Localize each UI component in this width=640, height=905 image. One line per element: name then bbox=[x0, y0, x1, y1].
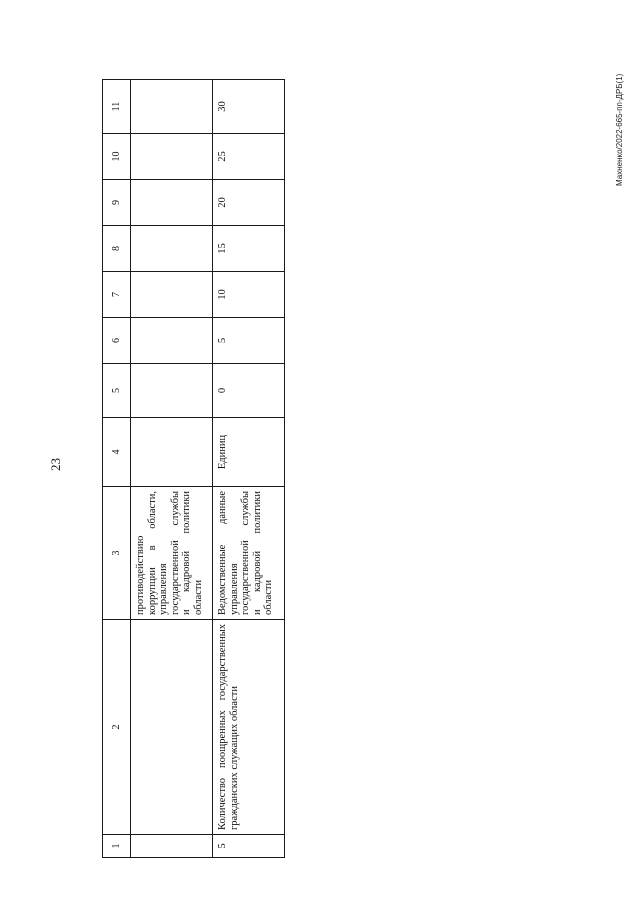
cell-text-line: коррупции в области, bbox=[146, 491, 158, 615]
value-cell: 20 bbox=[213, 180, 285, 226]
table-cell bbox=[131, 835, 213, 858]
column-number-header: 1 bbox=[103, 835, 131, 858]
cell-text-line: и кадровой политики bbox=[181, 491, 192, 615]
column-number-header: 6 bbox=[103, 318, 131, 364]
table-cell bbox=[131, 134, 213, 180]
table-row bbox=[131, 80, 213, 858]
value-cell: 10 bbox=[213, 272, 285, 318]
column-number-header: 3 bbox=[103, 487, 131, 620]
unit-cell: Единиц bbox=[213, 418, 285, 487]
indicators-table bbox=[102, 79, 285, 858]
indicator-cell bbox=[213, 620, 285, 835]
value-cell: 15 bbox=[213, 226, 285, 272]
column-number-header: 2 bbox=[103, 620, 131, 835]
cell-text-line: Количество поощренных государственных bbox=[217, 624, 228, 830]
table-cell bbox=[131, 272, 213, 318]
table-cell bbox=[131, 364, 213, 418]
column-number-header: 5 bbox=[103, 364, 131, 418]
row-number-cell: 5 bbox=[213, 835, 285, 858]
source-cell bbox=[131, 487, 213, 620]
cell-text-line: государственной службы bbox=[169, 491, 181, 615]
cell-text-line: противодействию bbox=[135, 535, 146, 615]
table-cell bbox=[131, 418, 213, 487]
column-number-header: 8 bbox=[103, 226, 131, 272]
cell-text-line: управления bbox=[158, 563, 169, 615]
column-number-header: 10 bbox=[103, 134, 131, 180]
cell-text-line: области bbox=[192, 579, 204, 615]
value-cell: 25 bbox=[213, 134, 285, 180]
table-cell bbox=[131, 318, 213, 364]
value-cell: 0 bbox=[213, 364, 285, 418]
column-number-row bbox=[103, 80, 131, 858]
table-cell bbox=[131, 180, 213, 226]
value-cell: 5 bbox=[213, 318, 285, 364]
column-number-header: 7 bbox=[103, 272, 131, 318]
cell-text-line: Ведомственные данные bbox=[217, 491, 228, 615]
document-reference: Махненко/2022-665-пп-ДРБ(1) bbox=[615, 73, 624, 186]
cell-text-line: области bbox=[263, 579, 274, 615]
table-row bbox=[213, 80, 285, 858]
cell-text-line: гражданских служащих области bbox=[228, 686, 240, 830]
cell-text-line: и кадровой политики bbox=[251, 491, 263, 615]
column-number-header: 11 bbox=[103, 80, 131, 134]
column-number-header: 4 bbox=[103, 418, 131, 487]
table-cell bbox=[131, 80, 213, 134]
source-cell bbox=[213, 487, 285, 620]
value-cell: 30 bbox=[213, 80, 285, 134]
column-number-header: 9 bbox=[103, 180, 131, 226]
rotated-table-container bbox=[102, 80, 284, 858]
page-number: 23 bbox=[48, 458, 63, 471]
table-cell bbox=[131, 620, 213, 835]
cell-text-line: управления bbox=[228, 563, 240, 615]
table-cell bbox=[131, 226, 213, 272]
cell-text-line: государственной службы bbox=[240, 491, 251, 615]
